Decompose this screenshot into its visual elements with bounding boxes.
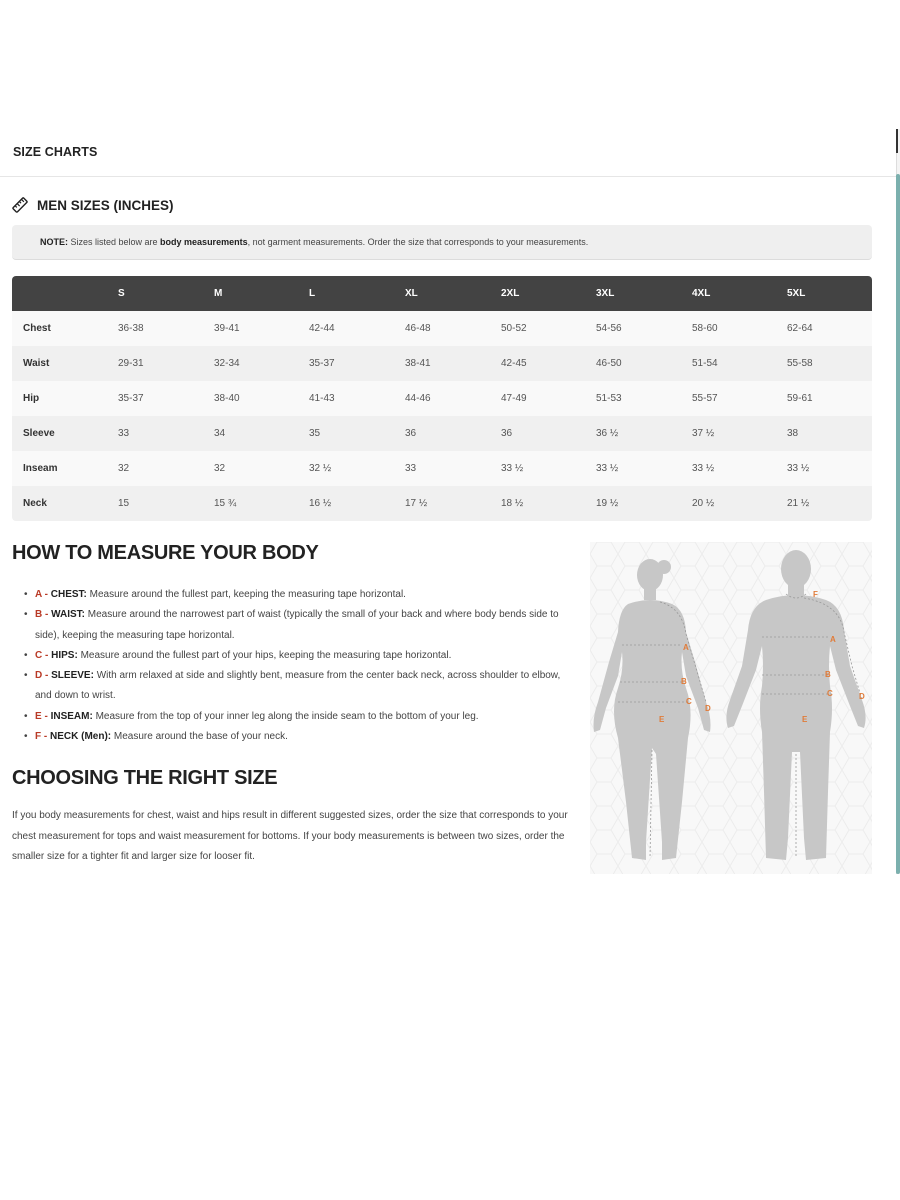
table-cell: 39-41 — [203, 311, 298, 346]
table-row-chest — [12, 311, 872, 346]
measure-letter: C — [35, 649, 43, 661]
measure-text: Measure around the base of your neck. — [111, 731, 288, 743]
table-cell: 15 ¾ — [203, 486, 298, 521]
choosing-size-title: CHOOSING THE RIGHT SIZE — [12, 767, 278, 789]
header-cell-2xl: 2XL — [490, 276, 585, 311]
table-cell: 33 ½ — [776, 451, 872, 486]
table-cell: 55-58 — [776, 346, 872, 381]
panel-header — [0, 129, 896, 177]
table-cell: 47-49 — [490, 381, 585, 416]
table-cell: 59-61 — [776, 381, 872, 416]
table-cell: 32 — [107, 451, 203, 486]
table-cell: 17 ½ — [394, 486, 490, 521]
table-cell: 33 — [107, 416, 203, 451]
header-cell-s: S — [107, 276, 203, 311]
table-cell: 32-34 — [203, 346, 298, 381]
how-to-measure-title: HOW TO MEASURE YOUR BODY — [12, 542, 319, 564]
measure-text: Measure around the fullest part of your hips, keeping the measuring tape horizontal. — [77, 649, 452, 661]
header-cell-m: M — [203, 276, 298, 311]
measure-label: SLEEVE: — [51, 670, 94, 682]
man-mark-c: C — [827, 689, 833, 698]
measure-label: NECK (Men): — [50, 731, 112, 743]
woman-mark-c: C — [686, 697, 692, 706]
table-cell: 35 — [298, 416, 394, 451]
row-label: Hip — [12, 381, 107, 416]
ruler-icon — [12, 197, 28, 213]
measure-letter: E — [35, 710, 42, 722]
list-item: • B - WAIST: Measure around the narrowest part of waist (typically the small of your back and where body bends side to side), keeping the measuring tape horizontal. — [24, 605, 576, 646]
man-mark-d: D — [859, 692, 865, 701]
table-cell: 18 ½ — [490, 486, 585, 521]
list-item: • E - INSEAM: Measure from the top of your inner leg along the inside seam to the bottom of your leg. — [24, 707, 576, 727]
woman-mark-a: A — [683, 643, 689, 652]
woman-mark-d: D — [705, 704, 711, 713]
measure-text: Measure from the top of your inner leg along the inside seam to the bottom of your leg. — [92, 710, 479, 722]
table-cell: 42-44 — [298, 311, 394, 346]
table-row-hip — [12, 381, 872, 416]
table-cell: 50-52 — [490, 311, 585, 346]
measure-text: Measure around the fullest part, keeping the measuring tape horizontal. — [86, 589, 406, 600]
table-cell: 32 ½ — [298, 451, 394, 486]
table-row-sleeve — [12, 416, 872, 451]
table-cell: 16 ½ — [298, 486, 394, 521]
row-label: Waist — [12, 346, 107, 381]
header-cell-4xl: 4XL — [681, 276, 776, 311]
table-cell: 36 ½ — [585, 416, 681, 451]
size-table — [12, 276, 872, 521]
table-cell: 37 ½ — [681, 416, 776, 451]
scrollbar-thumb[interactable] — [896, 174, 900, 874]
table-cell: 36 — [394, 416, 490, 451]
header-cell-3xl: 3XL — [585, 276, 681, 311]
list-item: • C - HIPS: Measure around the fullest part of your hips, keeping the measuring tape horizontal. — [24, 646, 576, 666]
list-item: • D - SLEEVE: With arm relaxed at side and slightly bent, measure from the center back neck, across shoulder to elbow, and down to wrist. — [24, 666, 576, 707]
woman-mark-b: B — [681, 677, 687, 686]
table-cell: 32 — [203, 451, 298, 486]
choosing-size-text: If you body measurements for chest, waist and hips result in different suggested sizes, order the size that corresponds to your chest measurement for tops and waist measurement for bottoms. If your body measurements is between two sizes, order the smaller size for a tighter fit and larger size for looser fit. — [12, 810, 568, 862]
table-cell: 33 — [394, 451, 490, 486]
table-cell: 55-57 — [681, 381, 776, 416]
header-cell-l: L — [298, 276, 394, 311]
measure-label: INSEAM: — [50, 710, 93, 722]
table-cell: 38-41 — [394, 346, 490, 381]
note-text-before: Sizes listed below are — [68, 237, 161, 247]
list-item: • A - CHEST: Measure around the fullest part, keeping the measuring tape horizontal. — [24, 585, 576, 605]
note-text-after: , not garment measurements. Order the size that corresponds to your measurements. — [247, 237, 589, 247]
man-mark-a: A — [830, 635, 836, 644]
header-cell-5xl: 5XL — [776, 276, 872, 311]
woman-mark-e: E — [659, 715, 665, 724]
man-mark-f: F — [813, 590, 818, 599]
measure-letter: F — [35, 731, 42, 743]
table-row-inseam — [12, 451, 872, 486]
table-cell: 42-45 — [490, 346, 585, 381]
man-mark-e: E — [802, 715, 808, 724]
table-cell: 20 ½ — [681, 486, 776, 521]
table-cell: 51-53 — [585, 381, 681, 416]
section-heading — [12, 195, 174, 215]
measure-list — [24, 585, 576, 747]
table-cell: 38 — [776, 416, 872, 451]
header-cell — [12, 276, 107, 311]
row-label: Neck — [12, 486, 107, 521]
table-cell: 19 ½ — [585, 486, 681, 521]
size-table-header — [12, 276, 872, 311]
measure-text: Measure around the narrowest part of waist (typically the small of your back and where body bends side to side), keeping the measuring tape horizontal. — [35, 609, 559, 641]
table-cell: 34 — [203, 416, 298, 451]
list-item: • F - NECK (Men): Measure around the base of your neck. — [24, 727, 576, 747]
measure-letter: D — [35, 670, 43, 682]
measure-letter: A — [35, 589, 42, 600]
table-row-neck — [12, 486, 872, 521]
measure-label: WAIST: — [51, 609, 86, 621]
row-label: Chest — [12, 311, 107, 346]
table-cell: 46-48 — [394, 311, 490, 346]
measure-label: CHEST: — [50, 589, 87, 600]
size-chart-panel — [0, 129, 900, 874]
table-cell: 33 ½ — [490, 451, 585, 486]
note-label: NOTE: — [40, 237, 68, 247]
body-measurement-illustration — [590, 542, 872, 874]
section-title: MEN SIZES (INCHES) — [37, 197, 174, 213]
table-cell: 15 — [107, 486, 203, 521]
note-banner — [12, 225, 872, 260]
table-cell: 36-38 — [107, 311, 203, 346]
table-cell: 54-56 — [585, 311, 681, 346]
man-mark-b: B — [825, 670, 831, 679]
measure-letter: B — [35, 609, 43, 621]
measure-label: HIPS: — [51, 649, 78, 661]
note-emphasis: body measurements — [160, 237, 248, 247]
row-label: Inseam — [12, 451, 107, 486]
table-cell: 58-60 — [681, 311, 776, 346]
panel-title: SIZE CHARTS — [13, 145, 98, 159]
table-row-waist — [12, 346, 872, 381]
header-cell-xl: XL — [394, 276, 490, 311]
table-cell: 62-64 — [776, 311, 872, 346]
table-cell: 33 ½ — [681, 451, 776, 486]
table-cell: 33 ½ — [585, 451, 681, 486]
row-label: Sleeve — [12, 416, 107, 451]
table-cell: 35-37 — [298, 346, 394, 381]
table-cell: 21 ½ — [776, 486, 872, 521]
measure-text: With arm relaxed at side and slightly bent, measure from the center back neck, across shoulder to elbow, and down to wrist. — [35, 670, 561, 702]
table-cell: 38-40 — [203, 381, 298, 416]
table-cell: 35-37 — [107, 381, 203, 416]
table-cell: 36 — [490, 416, 585, 451]
panel-edge — [896, 129, 898, 153]
table-cell: 41-43 — [298, 381, 394, 416]
table-cell: 29-31 — [107, 346, 203, 381]
table-cell: 51-54 — [681, 346, 776, 381]
table-cell: 46-50 — [585, 346, 681, 381]
table-cell: 44-46 — [394, 381, 490, 416]
